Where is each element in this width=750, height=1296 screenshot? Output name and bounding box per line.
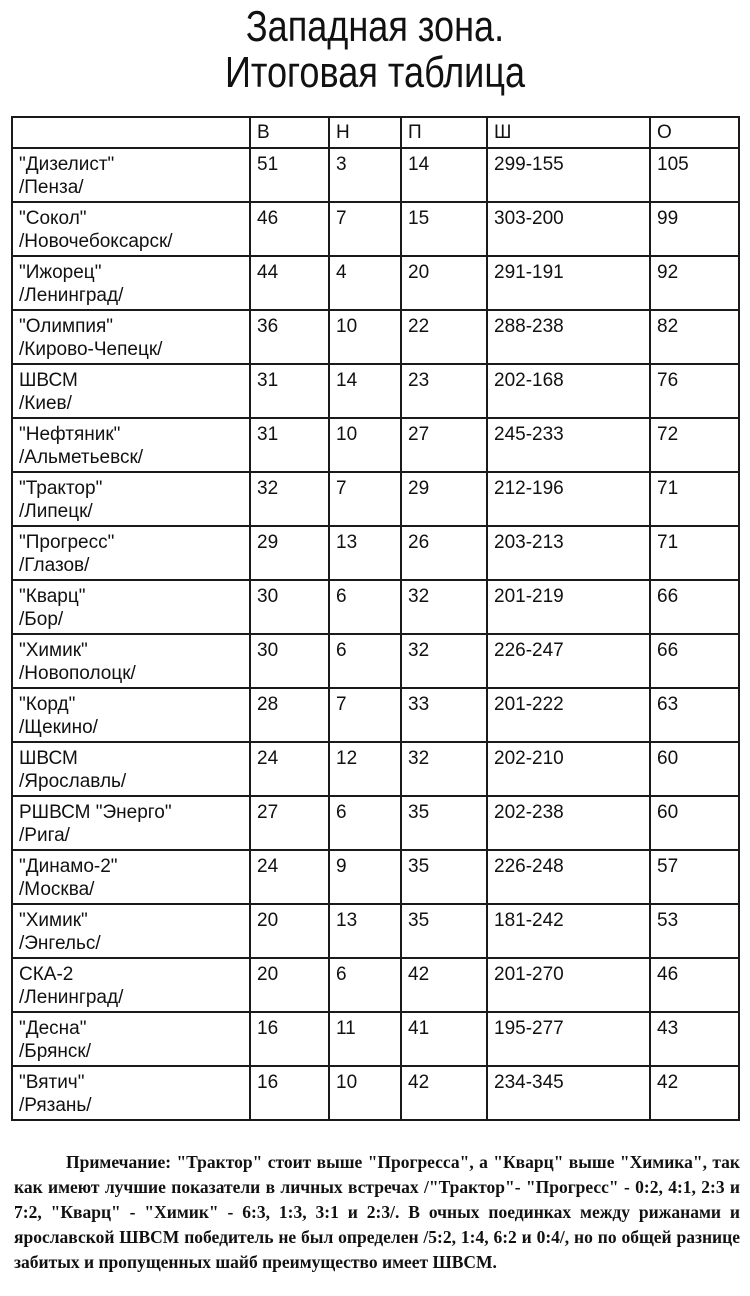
team-name: ШВСМ (19, 748, 78, 769)
goals-cell: 201-219 (487, 580, 650, 634)
goals-cell: 202-238 (487, 796, 650, 850)
team-city: /Бор/ (19, 609, 64, 630)
points-cell: 60 (650, 742, 739, 796)
team-cell (12, 202, 250, 256)
team-name: "Химик" (19, 640, 88, 661)
team-cell (12, 1066, 250, 1120)
wins-cell: 20 (250, 958, 329, 1012)
draws-cell: 10 (329, 418, 401, 472)
losses-cell: 26 (401, 526, 487, 580)
header-row (12, 117, 739, 148)
points-cell: 82 (650, 310, 739, 364)
losses-cell: 14 (401, 148, 487, 202)
team-name: "Десна" (19, 1018, 87, 1039)
losses-cell: 35 (401, 904, 487, 958)
goals-cell: 303-200 (487, 202, 650, 256)
team-cell (12, 580, 250, 634)
goals-cell: 203-213 (487, 526, 650, 580)
table-row (12, 742, 739, 796)
team-cell (12, 148, 250, 202)
points-cell: 42 (650, 1066, 739, 1120)
losses-cell: 27 (401, 418, 487, 472)
losses-cell: 22 (401, 310, 487, 364)
points-cell: 72 (650, 418, 739, 472)
points-cell: 53 (650, 904, 739, 958)
team-city: /Пенза/ (19, 177, 84, 198)
points-cell: 105 (650, 148, 739, 202)
team-name: ШВСМ (19, 370, 78, 391)
col-header-wins: В (250, 117, 329, 148)
table-row (12, 310, 739, 364)
losses-cell: 32 (401, 742, 487, 796)
team-city: /Липецк/ (19, 501, 93, 522)
team-name: "Дизелист" (19, 154, 115, 175)
losses-cell: 42 (401, 1066, 487, 1120)
table-row (12, 958, 739, 1012)
table-row (12, 202, 739, 256)
col-header-points: О (650, 117, 739, 148)
team-cell (12, 418, 250, 472)
wins-cell: 20 (250, 904, 329, 958)
team-name: "Трактор" (19, 478, 103, 499)
team-name: "Олимпия" (19, 316, 114, 337)
team-cell (12, 850, 250, 904)
team-cell (12, 958, 250, 1012)
title-line-1: Западная зона. (245, 2, 505, 51)
wins-cell: 29 (250, 526, 329, 580)
points-cell: 66 (650, 580, 739, 634)
table-row (12, 1066, 739, 1120)
draws-cell: 6 (329, 958, 401, 1012)
losses-cell: 15 (401, 202, 487, 256)
wins-cell: 51 (250, 148, 329, 202)
team-city: /Брянск/ (19, 1041, 91, 1062)
col-header-team (12, 117, 250, 148)
table-row (12, 418, 739, 472)
table-row (12, 148, 739, 202)
wins-cell: 31 (250, 364, 329, 418)
wins-cell: 16 (250, 1066, 329, 1120)
points-cell: 76 (650, 364, 739, 418)
goals-cell: 181-242 (487, 904, 650, 958)
wins-cell: 24 (250, 742, 329, 796)
team-city: /Ярославль/ (19, 771, 127, 792)
team-city: /Энгельс/ (19, 933, 101, 954)
team-name: "Химик" (19, 910, 88, 931)
losses-cell: 29 (401, 472, 487, 526)
draws-cell: 12 (329, 742, 401, 796)
wins-cell: 30 (250, 580, 329, 634)
goals-cell: 288-238 (487, 310, 650, 364)
losses-cell: 23 (401, 364, 487, 418)
team-city: /Москва/ (19, 879, 95, 900)
points-cell: 43 (650, 1012, 739, 1066)
draws-cell: 7 (329, 202, 401, 256)
team-city: /Рига/ (19, 825, 70, 846)
team-cell (12, 796, 250, 850)
team-cell (12, 310, 250, 364)
team-city: /Ленинград/ (19, 987, 124, 1008)
team-city: /Глазов/ (19, 555, 90, 576)
draws-cell: 4 (329, 256, 401, 310)
losses-cell: 42 (401, 958, 487, 1012)
wins-cell: 36 (250, 310, 329, 364)
wins-cell: 44 (250, 256, 329, 310)
team-cell (12, 1012, 250, 1066)
goals-cell: 202-210 (487, 742, 650, 796)
title-line-2: Итоговая таблица (224, 48, 526, 97)
team-name: "Нефтяник" (19, 424, 121, 445)
losses-cell: 41 (401, 1012, 487, 1066)
team-city: /Киев/ (19, 393, 72, 414)
points-cell: 60 (650, 796, 739, 850)
footnote: Примечание: "Трактор" стоит выше "Прогресса", а "Кварц" выше "Химика", так как имеют лучшие показатели в личных встречах /"Трактор"- "Прогресс" - 0:2, 4:1, 2:3 и 7:2, "Кварц" - "Химик" - 6:3, 1:3, 3:1 и 2:3/. В очных поединках между рижанами и ярославской ШВСМ победитель не был определен /5:2, 1:4, 6:2 и 0:4/, но по общей разнице забитых и пропущенных шайб преимущество имеет ШВСМ. (14, 1152, 740, 1272)
goals-cell: 202-168 (487, 364, 650, 418)
team-cell (12, 256, 250, 310)
table-row (12, 1012, 739, 1066)
points-cell: 71 (650, 526, 739, 580)
draws-cell: 6 (329, 796, 401, 850)
wins-cell: 28 (250, 688, 329, 742)
team-cell (12, 472, 250, 526)
losses-cell: 32 (401, 580, 487, 634)
col-header-goals: Ш (487, 117, 650, 148)
draws-cell: 3 (329, 148, 401, 202)
points-cell: 66 (650, 634, 739, 688)
team-cell (12, 364, 250, 418)
draws-cell: 6 (329, 580, 401, 634)
goals-cell: 195-277 (487, 1012, 650, 1066)
wins-cell: 32 (250, 472, 329, 526)
losses-cell: 32 (401, 634, 487, 688)
points-cell: 46 (650, 958, 739, 1012)
draws-cell: 14 (329, 364, 401, 418)
wins-cell: 46 (250, 202, 329, 256)
draws-cell: 13 (329, 904, 401, 958)
standings-table (11, 116, 740, 1121)
team-cell (12, 634, 250, 688)
draws-cell: 7 (329, 472, 401, 526)
points-cell: 57 (650, 850, 739, 904)
goals-cell: 226-248 (487, 850, 650, 904)
goals-cell: 234-345 (487, 1066, 650, 1120)
goals-cell: 226-247 (487, 634, 650, 688)
goals-cell: 201-222 (487, 688, 650, 742)
losses-cell: 35 (401, 796, 487, 850)
team-name: СКА-2 (19, 964, 74, 985)
table-row (12, 634, 739, 688)
losses-cell: 35 (401, 850, 487, 904)
team-city: /Альметьевск/ (19, 447, 144, 468)
losses-cell: 33 (401, 688, 487, 742)
col-header-draws: Н (329, 117, 401, 148)
table-row (12, 580, 739, 634)
goals-cell: 212-196 (487, 472, 650, 526)
table-row (12, 526, 739, 580)
table-row (12, 688, 739, 742)
points-cell: 63 (650, 688, 739, 742)
team-name: "Сокол" (19, 208, 87, 229)
wins-cell: 27 (250, 796, 329, 850)
draws-cell: 13 (329, 526, 401, 580)
table-body (12, 148, 739, 1120)
wins-cell: 31 (250, 418, 329, 472)
table-row (12, 904, 739, 958)
wins-cell: 24 (250, 850, 329, 904)
team-city: /Кирово-Чепецк/ (19, 339, 163, 360)
draws-cell: 10 (329, 1066, 401, 1120)
table-row (12, 364, 739, 418)
team-city: /Ленинград/ (19, 285, 124, 306)
wins-cell: 16 (250, 1012, 329, 1066)
draws-cell: 7 (329, 688, 401, 742)
team-cell (12, 742, 250, 796)
team-cell (12, 526, 250, 580)
team-city: /Новочебоксарск/ (19, 231, 173, 252)
team-name: "Кварц" (19, 586, 86, 607)
table-row (12, 796, 739, 850)
team-name: "Прогресс" (19, 532, 115, 553)
team-cell (12, 688, 250, 742)
team-city: /Щекино/ (19, 717, 98, 738)
goals-cell: 245-233 (487, 418, 650, 472)
points-cell: 71 (650, 472, 739, 526)
team-city: /Рязань/ (19, 1095, 92, 1116)
goals-cell: 299-155 (487, 148, 650, 202)
team-city: /Новополоцк/ (19, 663, 136, 684)
table-row (12, 472, 739, 526)
team-name: "Динамо-2" (19, 856, 118, 877)
wins-cell: 30 (250, 634, 329, 688)
team-name: "Ижорец" (19, 262, 102, 283)
draws-cell: 9 (329, 850, 401, 904)
losses-cell: 20 (401, 256, 487, 310)
goals-cell: 201-270 (487, 958, 650, 1012)
team-name: РШВСМ "Энерго" (19, 802, 172, 823)
draws-cell: 11 (329, 1012, 401, 1066)
team-name: "Корд" (19, 694, 76, 715)
draws-cell: 10 (329, 310, 401, 364)
points-cell: 92 (650, 256, 739, 310)
table-header (12, 117, 739, 148)
table-row (12, 850, 739, 904)
table-row (12, 256, 739, 310)
col-header-losses: П (401, 117, 487, 148)
team-name: "Вятич" (19, 1072, 85, 1093)
points-cell: 99 (650, 202, 739, 256)
page-title (68, 4, 683, 104)
team-cell (12, 904, 250, 958)
draws-cell: 6 (329, 634, 401, 688)
goals-cell: 291-191 (487, 256, 650, 310)
